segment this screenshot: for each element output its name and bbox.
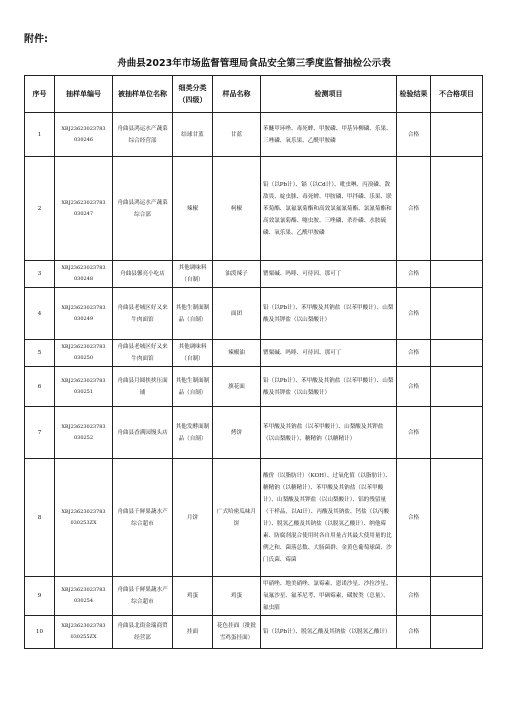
seq-cell: 2	[25, 157, 55, 261]
category-cell: 其他调味料（自制）	[173, 340, 213, 367]
items-cell: 甲硝唑、地美硝唑、氯霉素、恩诺沙星、沙拉沙星、氧氟沙星、氟苯尼考、甲砜霉素、磺胺类（总量）、氟虫腈	[261, 577, 397, 616]
unit-cell: 舟曲县千鲜果蔬水产综合超市	[113, 459, 173, 577]
sample-no-line1: XBJ23623023783	[61, 508, 106, 515]
seq-cell: 8	[25, 459, 55, 577]
sample-name-cell: 广式哈密瓜味月饼	[213, 459, 261, 577]
unqualified-cell	[431, 288, 483, 340]
unit-cell: 舟曲县千鲜果蔬水产综合超市	[113, 577, 173, 616]
sample-no-line1: XBJ23623023783	[61, 304, 106, 311]
sample-name-cell: 旗花面	[213, 367, 261, 407]
result-cell: 合格	[397, 340, 431, 367]
header-sample-name: 样品名称	[213, 76, 261, 113]
header-category: 细类分类（四级）	[173, 76, 213, 113]
seq-cell: 1	[25, 113, 55, 157]
unit-cell: 舟曲县馨亮小吃店	[113, 261, 173, 288]
sample-no-cell	[55, 288, 113, 340]
table-row	[25, 367, 483, 407]
category-cell: 月饼	[173, 459, 213, 577]
sample-name-cell: 甘蓝	[213, 113, 261, 157]
sample-no-line2: 030252	[73, 434, 94, 441]
items-cell: 罂粟碱、吗啡、可待因、那可丁	[261, 261, 397, 288]
table-header-row	[25, 76, 483, 113]
sample-no-line1: XBJ23623023783	[61, 377, 106, 384]
result-cell: 合格	[397, 407, 431, 459]
unqualified-cell	[431, 157, 483, 261]
sample-no-cell	[55, 459, 113, 577]
sample-no-cell	[55, 367, 113, 407]
items-cell: 铅（以Pb计）、苯甲酸及其钠盐（以苯甲酸计）、山梨酸及其钾盐（以山梨酸计）	[261, 288, 397, 340]
sample-no-line2: 030251	[73, 388, 94, 395]
header-seq: 序号	[25, 76, 55, 113]
unit-cell: 舟曲县老城区好又来牛肉面馆	[113, 340, 173, 367]
header-unqualified: 不合格项目	[431, 76, 483, 113]
unqualified-cell	[431, 616, 483, 649]
category-cell: 结球甘蓝	[173, 113, 213, 157]
sample-name-cell: 油泼辣子	[213, 261, 261, 288]
sample-no-cell	[55, 340, 113, 367]
unit-cell: 舟曲县北街金瑞商贸经营部	[113, 616, 173, 649]
unit-cell: 舟曲县鸿运水产蔬菜综合经营部	[113, 113, 173, 157]
sample-no-line1: XBJ23623023783	[61, 423, 106, 430]
table-row	[25, 157, 483, 261]
attachment-label: 附件:	[24, 34, 48, 45]
sample-no-line1: XBJ23623023783	[61, 125, 106, 132]
table-row	[25, 459, 483, 577]
seq-cell: 3	[25, 261, 55, 288]
sample-no-line2: 030250	[73, 355, 94, 361]
result-cell: 合格	[397, 157, 431, 261]
result-cell: 合格	[397, 367, 431, 407]
items-cell: 苯醚甲环唑、毒死蜱、甲胺磷、甲基异柳磷、乐果、三唑磷、氧乐果、乙酰甲胺磷	[261, 113, 397, 157]
result-cell: 合格	[397, 459, 431, 577]
unit-cell: 舟曲县老城区好又来牛肉面馆	[113, 288, 173, 340]
table-row	[25, 407, 483, 459]
seq-cell: 5	[25, 340, 55, 367]
seq-cell: 10	[25, 616, 55, 649]
table-row	[25, 577, 483, 616]
header-items: 检测项目	[261, 76, 397, 113]
sample-no-line1: XBJ23623023783	[61, 265, 106, 271]
sample-no-cell	[55, 577, 113, 616]
unit-cell: 舟曲县香满园馒头店	[113, 407, 173, 459]
items-cell: 铅（以Pb计）、苯甲酸及其钠盐（以苯甲酸计）、山梨酸及其钾盐（以山梨酸计）	[261, 367, 397, 407]
unqualified-cell	[431, 340, 483, 367]
table-row	[25, 616, 483, 649]
sample-no-line2: 030249	[73, 315, 94, 322]
result-cell: 合格	[397, 577, 431, 616]
sample-no-line2: 030248	[73, 276, 94, 282]
table-row	[25, 288, 483, 340]
header-unit: 被抽样单位名称	[113, 76, 173, 113]
seq-cell: 7	[25, 407, 55, 459]
items-cell: 苯甲酸及其钠盐（以苯甲酸计）、山梨酸及其钾盐（以山梨酸计）、糖精钠（以糖精计）	[261, 407, 397, 459]
page-title: 舟曲县2023年市场监督管理局食品安全第三季度监督抽检公示表	[117, 58, 391, 69]
sample-name-cell: 烤饼	[213, 407, 261, 459]
sample-no-line1: XBJ23623023783	[61, 199, 106, 206]
sample-name-cell: 柯椒	[213, 157, 261, 261]
sample-no-line1: XBJ23623023783	[61, 623, 106, 629]
seq-cell: 6	[25, 367, 55, 407]
seq-cell: 9	[25, 577, 55, 616]
unit-cell: 舟曲县鸿运水产蔬菜综合部	[113, 157, 173, 261]
unit-cell: 舟曲县月圆挟挟压面铺	[113, 367, 173, 407]
unqualified-cell	[431, 113, 483, 157]
sample-no-cell	[55, 616, 113, 649]
sample-no-cell	[55, 113, 113, 157]
sample-name-cell: 花色挂面（批批雪鸡蛋挂面）	[213, 616, 261, 649]
items-cell: 铅（以Pb计）、脱氢乙酸及其钠盐（以脱氢乙酸计）	[261, 616, 397, 649]
sample-no-cell	[55, 157, 113, 261]
header-result: 检验结果	[397, 76, 431, 113]
sample-name-cell: 辣椒油	[213, 340, 261, 367]
items-cell: 酸价（以脂肪计）（KOH）、过氧化值（以脂肪计）、糖精钠（以糖精计）、苯甲酸及其钠盐（以苯甲酸计）、山梨酸及其钾盐（以山梨酸计）、铝的残留量（干样品，以Al计）、丙酸及其钠盐、钙盐（以丙酸计）、脱氢乙酸及其钠盐（以脱氢乙酸计）、纳他霉素、防腐剂混合使用时各自用量占其最大使用量的比例之和、菌落总数、大肠菌群、金黄色葡萄球菌、沙门氏菌、霉菌	[261, 459, 397, 577]
result-cell: 合格	[397, 261, 431, 288]
category-cell: 其他生制面制品（自制）	[173, 367, 213, 407]
seq-cell: 4	[25, 288, 55, 340]
unqualified-cell	[431, 367, 483, 407]
category-cell: 挂面	[173, 616, 213, 649]
sample-no-line2: 030247	[73, 210, 94, 217]
result-cell: 合格	[397, 616, 431, 649]
result-cell: 合格	[397, 288, 431, 340]
sample-no-cell	[55, 407, 113, 459]
unqualified-cell	[431, 459, 483, 577]
result-cell: 合格	[397, 113, 431, 157]
table-row	[25, 261, 483, 288]
sample-no-line2: 030254	[73, 598, 94, 604]
table-row	[25, 113, 483, 157]
unqualified-cell	[431, 407, 483, 459]
category-cell: 其他调味料（自制）	[173, 261, 213, 288]
unqualified-cell	[431, 261, 483, 288]
inspection-table	[24, 75, 483, 649]
category-cell: 其他生制面制品（自制）	[173, 288, 213, 340]
sample-name-cell: 鸡蛋	[213, 577, 261, 616]
unqualified-cell	[431, 577, 483, 616]
header-sample-no: 抽样单编号	[55, 76, 113, 113]
sample-no-line1: XBJ23623023783	[61, 344, 106, 350]
sample-no-line2: 030246	[73, 136, 94, 143]
category-cell: 其他发酵面制品（自制）	[173, 407, 213, 459]
sample-no-line2: 030253ZX	[70, 519, 97, 526]
sample-name-cell: 面团	[213, 288, 261, 340]
sample-no-line1: XBJ23623023783	[61, 587, 106, 593]
table-row	[25, 340, 483, 367]
items-cell: 铅（以Pb计）、镉（以Cd计）、吡虫啉、丙溴磷、敌敌畏、啶虫脒、毒死蜱、甲胺磷、甲拌磷、乐果、联苯菊酯、氯氟氰菊酯和高效氯氟氰菊酯、氯氰菊酯和高效氯氰菊酯、噻虫胺、三唑磷、杀扑磷、水胺硫磷、氧乐果、乙酰甲胺磷	[261, 157, 397, 261]
category-cell: 辣椒	[173, 157, 213, 261]
category-cell: 鸡蛋	[173, 577, 213, 616]
items-cell: 罂粟碱、吗啡、可待因、那可丁	[261, 340, 397, 367]
sample-no-cell	[55, 261, 113, 288]
sample-no-line2: 030255ZX	[70, 634, 97, 640]
